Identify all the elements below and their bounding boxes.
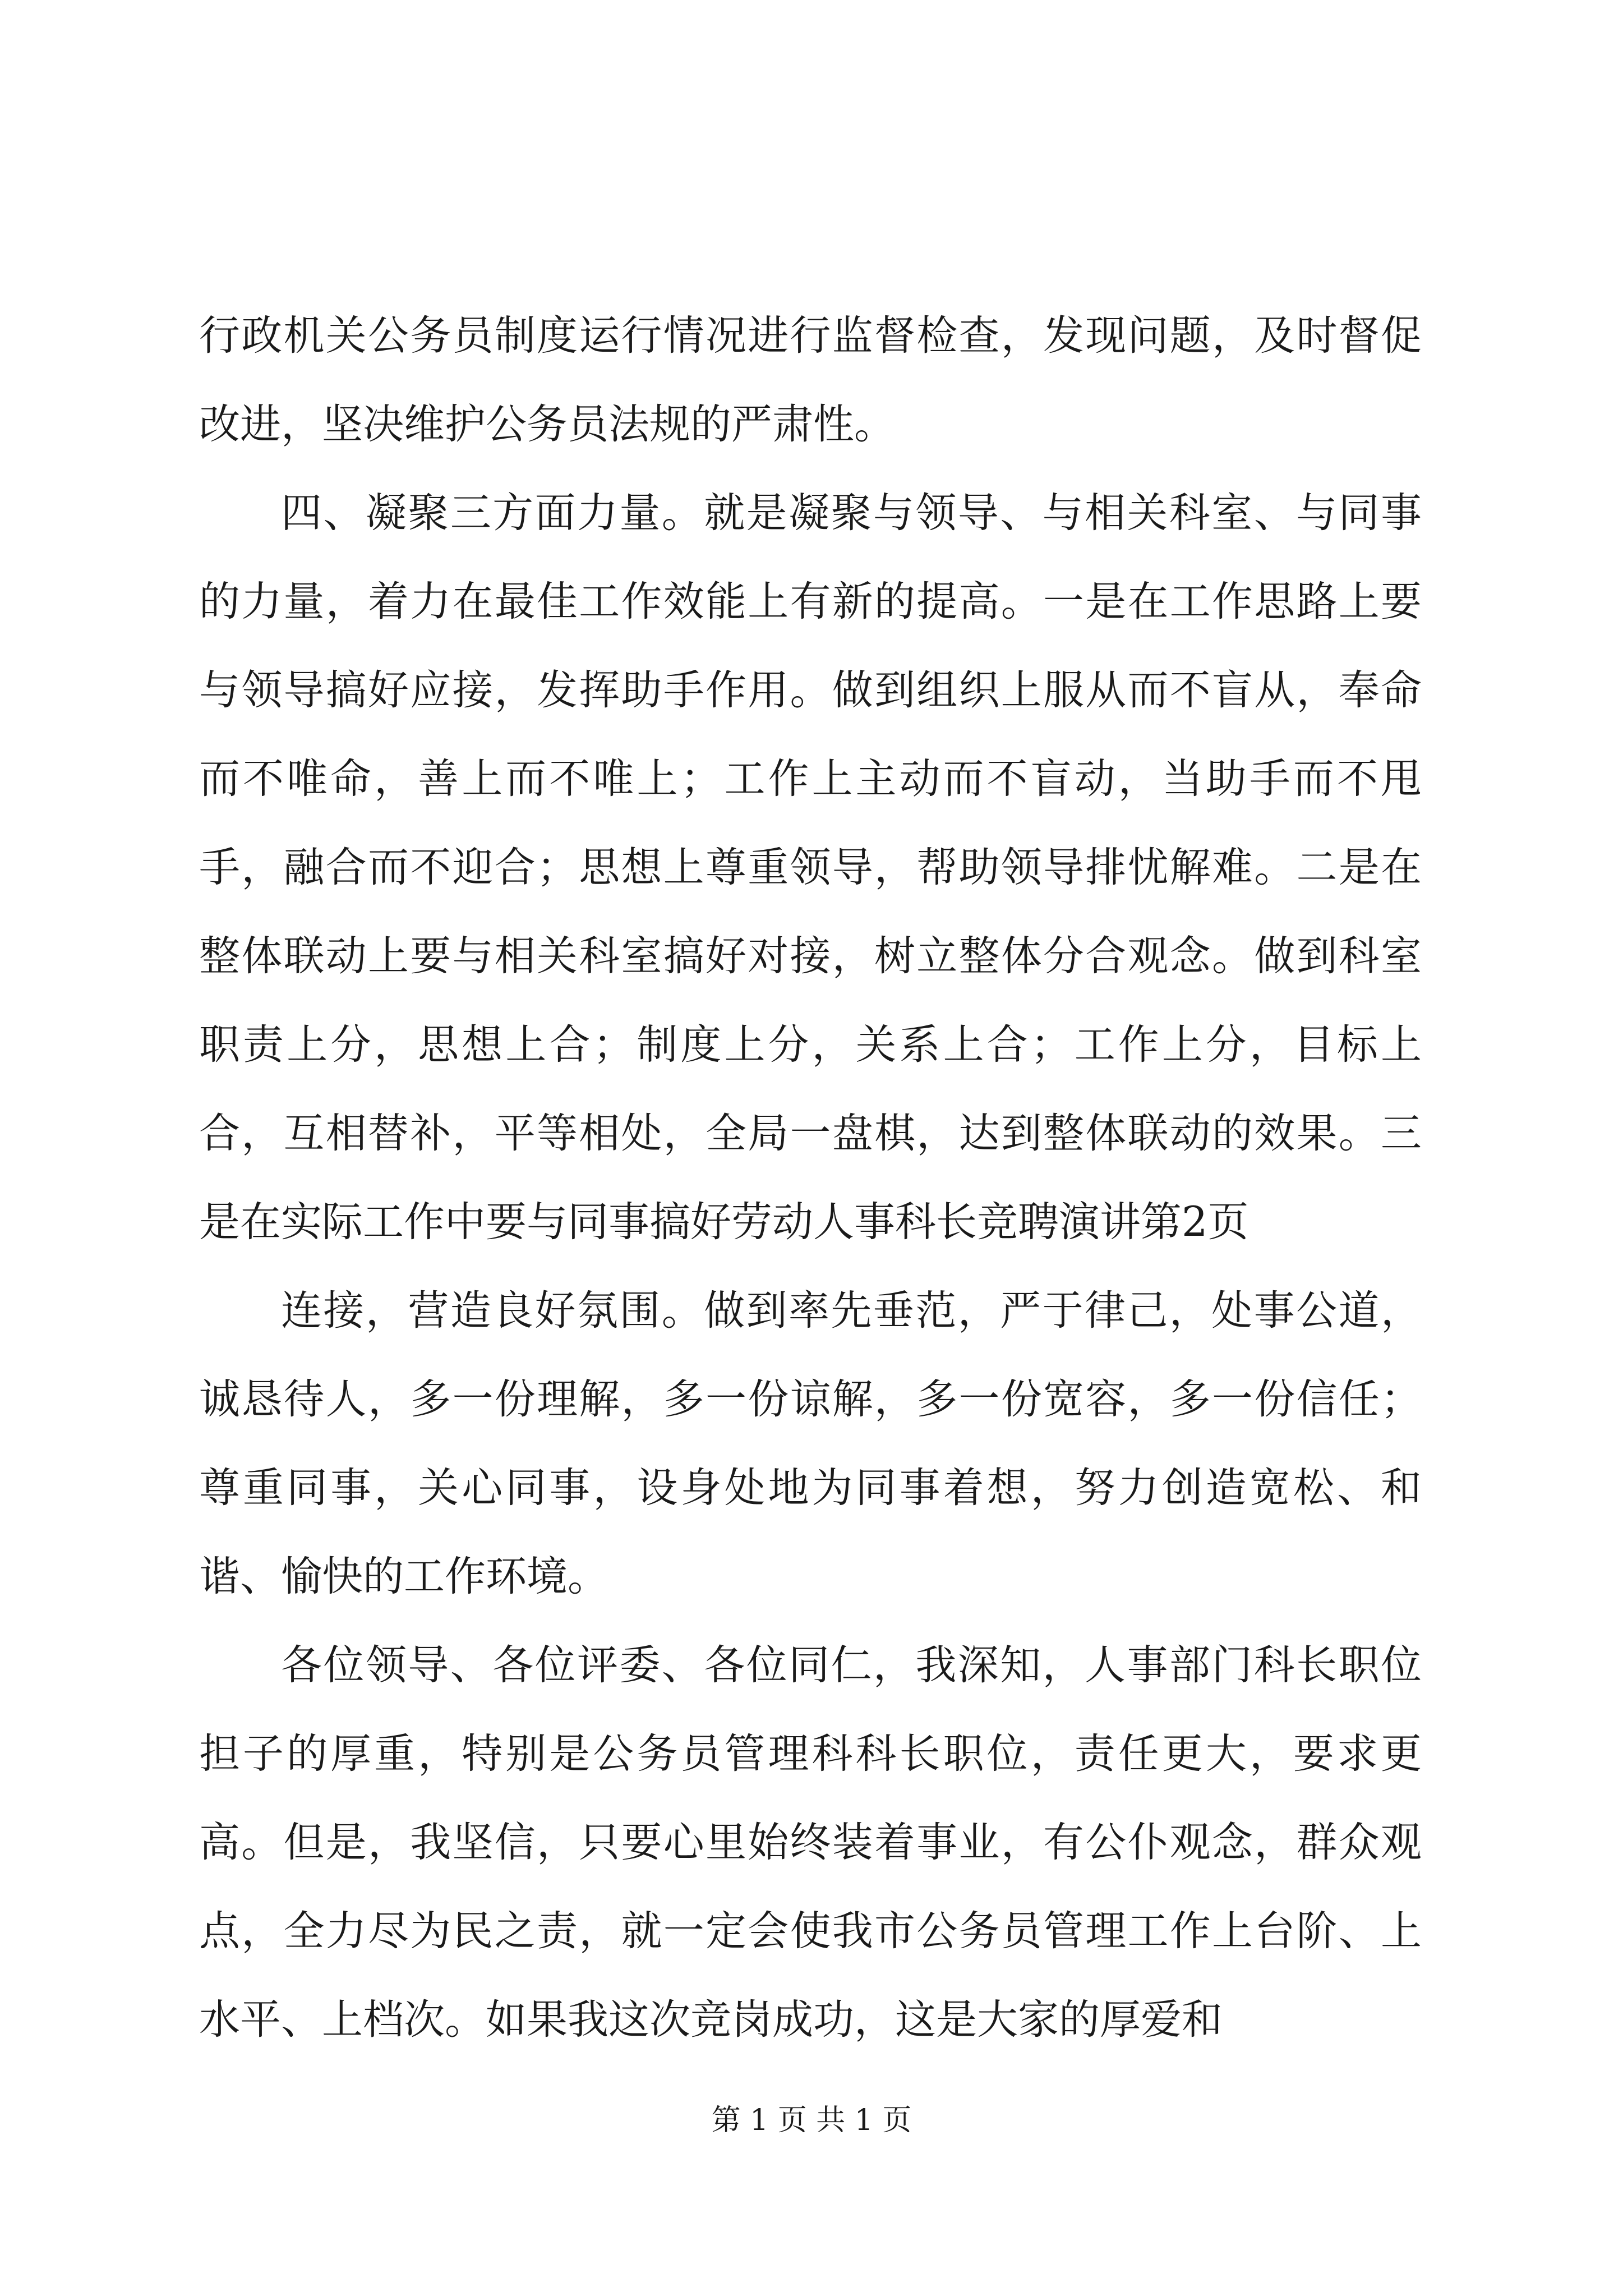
paragraph-closing: 各位领导、各位评委、各位同仁，我深知，人事部门科长职位担子的厚重，特别是公务员管理科科长职位，责任更大，要求更高。但是，我坚信，只要心里始终装着事业，有公仆观念，群众观点，全力尽为民之责，就一定会使我市公务员管理工作上台阶、上水平、上档次。如果我这次竞岗成功，这是大家的厚爱和 [199,1641,1422,2044]
paragraph-continuation: 行政机关公务员制度运行情况进行监督检查，发现问题，及时督促改进，坚决维护公务员法规的严肃性。 [199,312,1422,448]
page-number-footer: 第 1 页 共 1 页 [711,2104,912,2137]
paragraph-section-four: 四、凝聚三方面力量。就是凝聚与领导、与相关科室、与同事的力量，着力在最佳工作效能上有新的提高。一是在工作思路上要与领导搞好应接，发挥助手作用。做到组织上服从而不盲从，奉命而不唯命，善上而不唯上；工作上主动而不盲动，当助手而不甩手，融合而不迎合；思想上尊重领导，帮助领导排忧解难。二是在整体联动上要与相关科室搞好对接，树立整体分合观念。做到科室职责上分，思想上合；制度上分，关系上合；工作上分，目标上合，互相替补，平等相处，全局一盘棋，达到整体联动的效果。三是在实际工作中要与同事搞好劳动人事科长竞聘演讲第2页 [199,489,1422,1246]
document-body [199,292,1422,2064]
paragraph-teamwork: 连接，营造良好氛围。做到率先垂范，严于律己，处事公道，诚恳待人，多一份理解，多一份谅解，多一份宽容，多一份信任；尊重同事，关心同事，设身处地为同事着想，努力创造宽松、和谐、愉快的工作环境。 [199,1287,1422,1600]
